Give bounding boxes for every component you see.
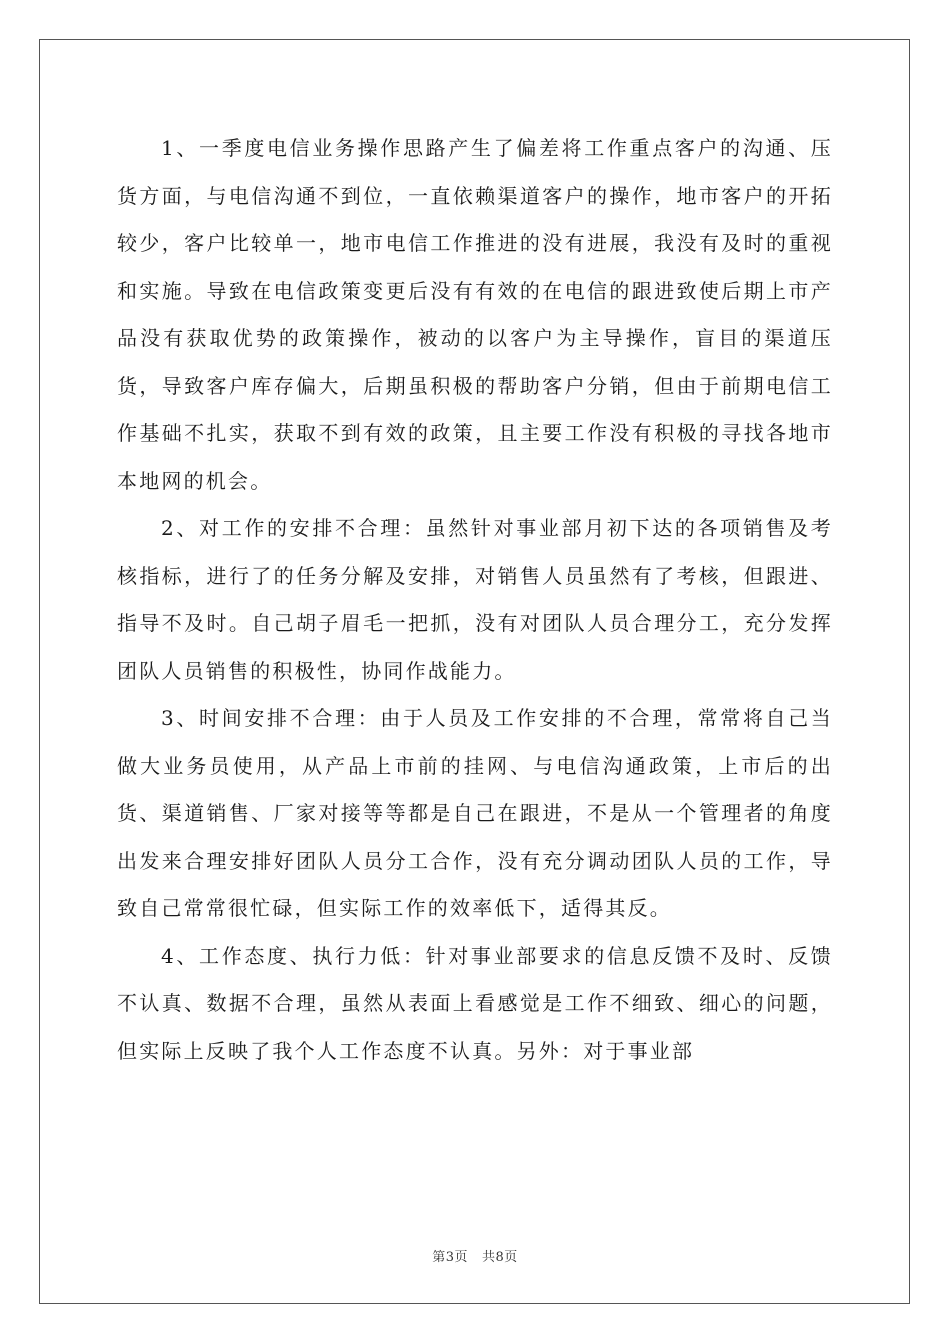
paragraph-2: 2、对工作的安排不合理：虽然针对事业部月初下达的各项销售及考核指标，进行了的任务分解及安排，对销售人员虽然有了考核，但跟进、指导不及时。自己胡子眉毛一把抓，没有对团队人员合理分工，充分发挥团队人员销售的积极性，协同作战能力。 xyxy=(117,516,833,683)
paragraph-4: 4、工作态度、执行力低：针对事业部要求的信息反馈不及时、反馈不认真、数据不合理，虽然从表面上看感觉是工作不细致、细心的问题，但实际上反映了我个人工作态度不认真。另外：对于事业部 xyxy=(117,943,833,1063)
document-body xyxy=(117,125,833,1075)
page-total: 共8页 xyxy=(481,1250,518,1265)
paragraph-3: 3、时间安排不合理：由于人员及工作安排的不合理，常常将自己当做大业务员使用，从产品上市前的挂网、与电信沟通政策，上市后的出货、渠道销售、厂家对接等等都是自己在跟进，不是从一个管理者的角度出发来合理安排好团队人员分工合作，没有充分调动团队人员的工作，导致自己常常很忙碌，但实际工作的效率低下，适得其反。 xyxy=(117,706,833,920)
page-number: 第3页 xyxy=(432,1250,469,1265)
paragraph-1: 1、一季度电信业务操作思路产生了偏差将工作重点客户的沟通、压货方面，与电信沟通不到位，一直依赖渠道客户的操作，地市客户的开拓较少，客户比较单一，地市电信工作推进的没有进展，我没有及时的重视和实施。导致在电信政策变更后没有有效的在电信的跟进致使后期上市产品没有获取优势的政策操作，被动的以客户为主导操作，盲目的渠道压货，导致客户库存偏大，后期虽积极的帮助客户分销，但由于前期电信工作基础不扎实，获取不到有效的政策，且主要工作没有积极的寻找各地市本地网的机会。 xyxy=(117,136,833,493)
page-footer xyxy=(0,1246,950,1265)
